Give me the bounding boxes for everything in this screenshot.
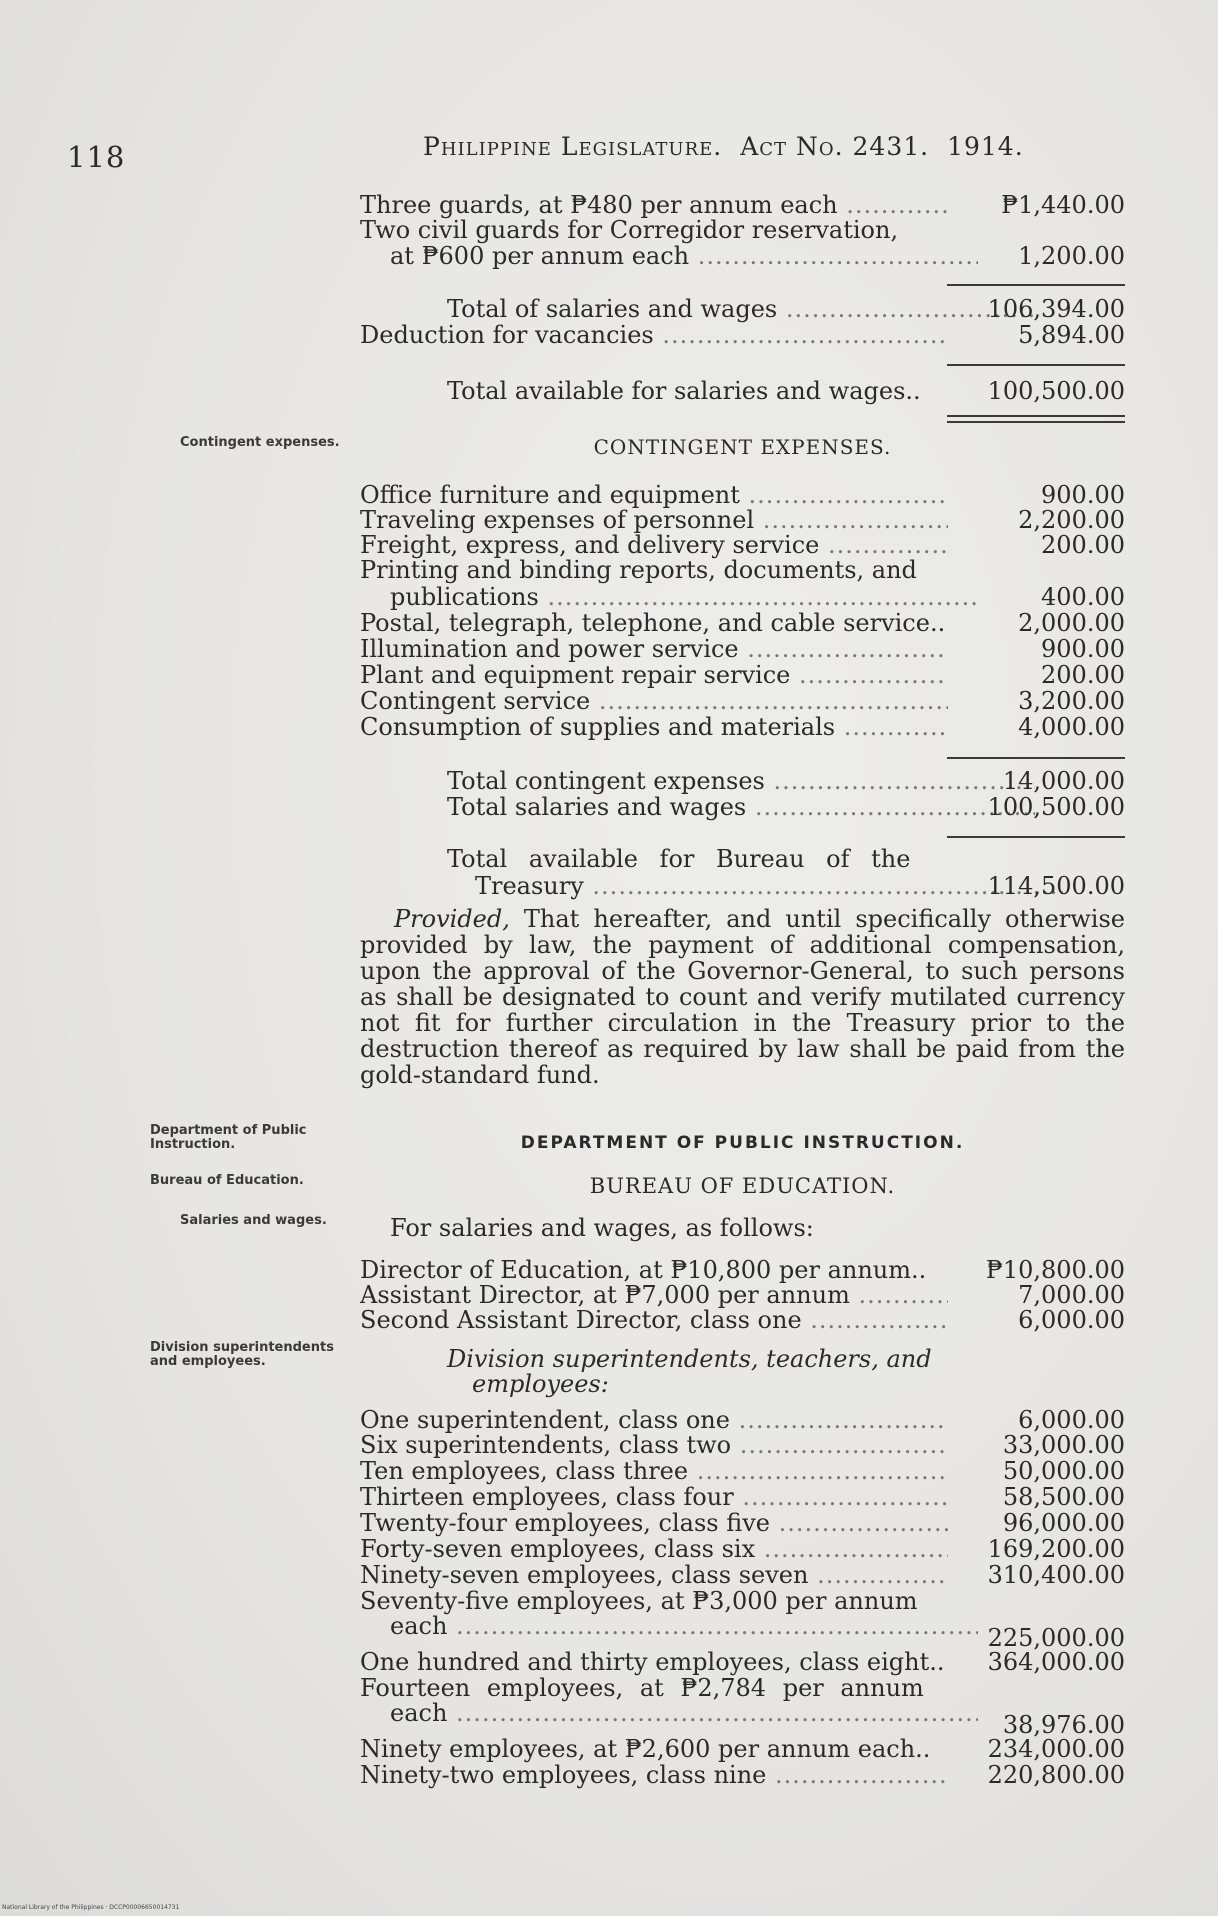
item-amount: 7,000.00 [1018, 1281, 1125, 1309]
total-amount: 100,500.00 [987, 793, 1125, 821]
item-label: One superintendent, class one ..... [360, 1407, 948, 1434]
item-amount: 220,800.00 [987, 1761, 1125, 1789]
section-heading-department: DEPARTMENT OF PUBLIC INSTRUCTION. [520, 1133, 965, 1153]
running-head [423, 132, 1024, 161]
item-label: Forty-seven employees, class six ..... [360, 1536, 948, 1563]
item-amount: 2,200.00 [1018, 506, 1125, 534]
item-label: Director of Education, at ₱10,800 per annum.. [360, 1257, 927, 1284]
item-amount: 5,894.00 [1018, 321, 1125, 349]
item-amount: ₱1,440.00 [1001, 191, 1125, 219]
item-label: Ninety-two employees, class nine ..... [360, 1762, 948, 1789]
division-subhead-2: employees: [472, 1371, 609, 1398]
item-amount: 900.00 [1041, 481, 1125, 509]
item-label: Traveling expenses of personnel ..... [360, 507, 948, 534]
total-label-line1: Total available for Bureau of the [447, 846, 911, 873]
item-label: Three guards, at ₱480 per annum each ..... [360, 192, 948, 219]
item-label: Freight, express, and delivery service ..... [360, 532, 948, 559]
scan-footer: National Library of the Philippines · DCCP00006650014731 [2, 1904, 180, 1911]
item-label: Six superintendents, class two ..... [360, 1432, 948, 1459]
proviso-text: That hereafter, and until specifically otherwise provided by law, the payment of additional compensation, upon the approval of the Governor-General, to such persons as shall be designated to count and verify mutilated currency not fit for further circulation in the Treasury prior to the destruction thereof as required by law shall be paid from the gold-standard fund. [360, 905, 1125, 1089]
item-label: Second Assistant Director, class one ..... [360, 1307, 948, 1334]
total-label: Total contingent expenses ..... [360, 768, 1035, 795]
sum-rule [947, 757, 1125, 759]
total-label: Total of salaries and wages ..... [360, 296, 1035, 323]
item-label: publications ..... [360, 584, 978, 611]
total-amount: 14,000.00 [1002, 767, 1125, 795]
item-label: Plant and equipment repair service ..... [360, 662, 948, 689]
item-label: Twenty-four employees, class five ..... [360, 1510, 948, 1537]
double-rule [947, 415, 1125, 423]
item-amount: 200.00 [1041, 531, 1125, 559]
item-amount: 169,200.00 [987, 1535, 1125, 1563]
total-amount: 106,394.00 [987, 295, 1125, 323]
proviso-paragraph [360, 906, 1125, 1088]
item-amount: 310,400.00 [987, 1561, 1125, 1589]
item-amount: 6,000.00 [1018, 1306, 1125, 1334]
item-label: Ninety-seven employees, class seven ..... [360, 1562, 948, 1589]
running-head-act: Act No. 2431. [740, 132, 930, 161]
item-label: Office furniture and equipment ..... [360, 482, 948, 509]
running-head-year: 1914. [947, 132, 1024, 161]
item-amount: 364,000.00 [987, 1648, 1125, 1676]
margin-note-division: Division superintendents and employees. [150, 1340, 334, 1369]
item-label: each ..... [360, 1700, 978, 1727]
item-amount: 33,000.00 [1002, 1431, 1125, 1459]
item-label: Assistant Director, at ₱7,000 per annum ..... [360, 1282, 948, 1309]
margin-note-bureau: Bureau of Education. [150, 1173, 304, 1188]
sum-rule [947, 836, 1125, 838]
item-amount: 2,000.00 [1018, 609, 1125, 637]
total-amount: 100,500.00 [987, 377, 1125, 405]
item-label: each ..... [360, 1613, 978, 1640]
item-amount: 3,200.00 [1018, 687, 1125, 715]
item-label-line1: Printing and binding reports, documents, and [360, 557, 917, 584]
division-subhead-1: Division superintendents, teachers, and [447, 1346, 932, 1373]
item-amount: ₱10,800.00 [985, 1256, 1125, 1284]
running-head-title: Philippine Legislature. [423, 132, 723, 161]
total-label: Treasury ..... [360, 873, 1063, 900]
item-amount: 58,500.00 [1002, 1483, 1125, 1511]
item-label: at ₱600 per annum each ..... [360, 243, 978, 270]
item-amount: 225,000.00 [987, 1624, 1125, 1652]
item-label-line1: Fourteen employees, at ₱2,784 per annum [360, 1675, 924, 1702]
margin-note-department: Department of Public Instruction. [150, 1123, 307, 1152]
section-heading-bureau: BUREAU OF EDUCATION. [589, 1174, 896, 1198]
item-label: Deduction for vacancies ..... [360, 322, 948, 349]
sum-rule [947, 364, 1125, 366]
section-heading-contingent: CONTINGENT EXPENSES. [593, 435, 892, 459]
item-label: Illumination and power service ..... [360, 636, 948, 663]
item-amount: 200.00 [1041, 661, 1125, 689]
item-amount: 38,976.00 [1002, 1711, 1125, 1739]
salaries-intro: For salaries and wages, as follows: [390, 1215, 814, 1242]
item-amount: 1,200.00 [1018, 242, 1125, 270]
margin-note-contingent: Contingent expenses. [180, 435, 340, 450]
item-label-line1: Seventy-five employees, at ₱3,000 per annum [360, 1588, 918, 1615]
item-label: Consumption of supplies and materials ..... [360, 714, 948, 741]
item-amount: 50,000.00 [1002, 1457, 1125, 1485]
item-amount: 96,000.00 [1002, 1509, 1125, 1537]
total-label: Total available for salaries and wages.. [447, 378, 921, 405]
proviso-lead: Provided, [394, 905, 510, 933]
page-number: 118 [67, 140, 126, 174]
margin-note-salaries: Salaries and wages. [180, 1213, 327, 1228]
item-label: Postal, telegraph, telephone, and cable service.. [360, 610, 946, 637]
item-amount: 234,000.00 [987, 1735, 1125, 1763]
total-amount: 114,500.00 [987, 872, 1125, 900]
item-amount: 6,000.00 [1018, 1406, 1125, 1434]
item-amount: 4,000.00 [1018, 713, 1125, 741]
item-label: Contingent service ..... [360, 688, 948, 715]
item-label: One hundred and thirty employees, class eight.. [360, 1649, 945, 1676]
item-label: Ninety employees, at ₱2,600 per annum each.. [360, 1736, 931, 1763]
item-label: Ten employees, class three ..... [360, 1458, 948, 1485]
item-amount: 400.00 [1041, 583, 1125, 611]
item-amount: 900.00 [1041, 635, 1125, 663]
item-label: Thirteen employees, class four ..... [360, 1484, 948, 1511]
total-label: Total salaries and wages ..... [360, 794, 1035, 821]
sum-rule [947, 284, 1125, 286]
item-label-line1: Two civil guards for Corregidor reservation, [360, 217, 899, 244]
